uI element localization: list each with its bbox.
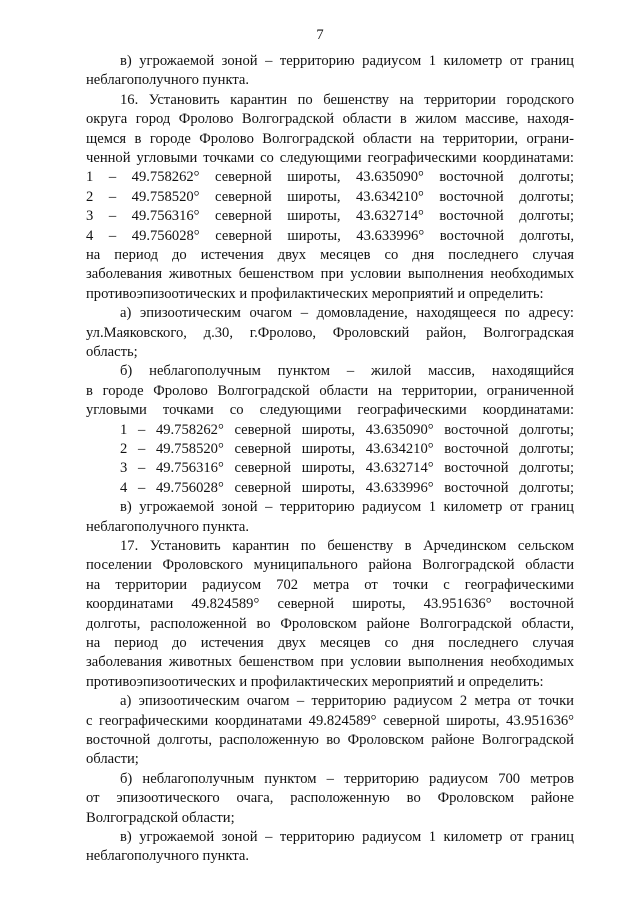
text-line: 17. Установить карантин по бешенству в Арчединском сельском: [120, 538, 574, 554]
text-line: заболевания животных бешенством при условии выполнения необходимых: [86, 654, 574, 671]
text-line: неблагополучного пункта.: [86, 518, 250, 535]
text-line: противоэпизоотических и профилактических мероприятий и определить:: [86, 673, 544, 690]
text-line: на период до истечения двух месяцев со дня последнего случая: [86, 247, 574, 263]
text-line: на период до истечения двух месяцев со дня последнего случая: [86, 635, 574, 651]
text-line: неблагополучного пункта.: [86, 72, 250, 89]
text-line: 1 – 49.758262° северной широты, 43.635090° восточной долготы;: [86, 169, 574, 186]
text-line: заболевания животных бешенством при условии выполнения необходимых: [86, 266, 574, 283]
text-line: 16. Установить карантин по бешенству на территории городского: [120, 91, 574, 108]
text-line: щемся в городе Фролово Волгоградской области на территории, ограни-: [86, 130, 574, 147]
text-line: область;: [86, 344, 138, 360]
text-line: 2 – 49.758520° северной широты, 43.634210° восточной долготы;: [86, 188, 574, 205]
text-line: в) угрожаемой зоной – территорию радиусом 1 километр от границ: [120, 499, 574, 516]
text-line: 2 – 49.758520° северной широты, 43.634210° восточной долготы;: [120, 441, 574, 457]
text-line: поселении Фроловского муниципального района Волгоградской области: [86, 557, 574, 574]
text-line: б) неблагополучным пунктом – жилой массив, находящийся: [120, 363, 574, 380]
text-line: в городе Фролово Волгоградской области на территории, ограниченной: [86, 382, 574, 399]
text-line: от эпизоотического очага, расположенную во Фроловском районе: [86, 790, 574, 807]
text-line: восточной долготы, расположенную во Фроловском районе Волгоградской: [86, 732, 574, 748]
text-line: на территории радиусом 702 метра от точки с географическими: [86, 576, 574, 593]
text-line: неблагополучного пункта.: [86, 848, 250, 865]
text-line: угловыми точками со следующими географическими координатами:: [86, 402, 574, 419]
text-line: б) неблагополучным пунктом – территорию радиусом 700 метров: [120, 770, 574, 787]
text-line: в) угрожаемой зоной – территорию радиусом 1 километр от границ: [120, 53, 574, 69]
text-line: 3 – 49.756316° северной широты, 43.632714° восточной долготы;: [86, 208, 574, 225]
text-line: Волгоградской области;: [86, 809, 235, 826]
text-line: ул.Маяковского, д.30, г.Фролово, Фроловский район, Волгоградская: [86, 324, 574, 341]
text-line: 1 – 49.758262° северной широты, 43.635090° восточной долготы;: [120, 421, 574, 438]
text-line: а) эпизоотическим очагом – территорию радиусом 2 метра от точки: [120, 693, 574, 710]
text-line: 4 – 49.756028° северной широты, 43.633996° восточной долготы;: [120, 479, 574, 496]
text-line: округа город Фролово Волгоградской области в жилом массиве, находя-: [86, 111, 574, 128]
text-line: 3 – 49.756316° северной широты, 43.632714° восточной долготы;: [120, 460, 574, 477]
text-line: координатами 49.824589° северной широты, 43.951636° восточной: [86, 596, 574, 613]
text-line: противоэпизоотических и профилактических мероприятий и определить:: [86, 285, 544, 302]
text-line: долготы, расположенной во Фроловском районе Волгоградской области,: [86, 615, 574, 632]
page-number: 7: [316, 27, 324, 43]
text-line: области;: [86, 751, 139, 768]
text-line: ченной угловыми точками со следующими географическими координатами:: [86, 150, 574, 166]
text-line: 4 – 49.756028° северной широты, 43.633996° восточной долготы,: [86, 227, 574, 244]
text-line: с географическими координатами 49.824589° северной широты, 43.951636°: [86, 712, 574, 729]
text-line: а) эпизоотическим очагом – домовладение, находящееся по адресу:: [120, 305, 574, 322]
text-line: в) угрожаемой зоной – территорию радиусом 1 километр от границ: [120, 829, 574, 845]
